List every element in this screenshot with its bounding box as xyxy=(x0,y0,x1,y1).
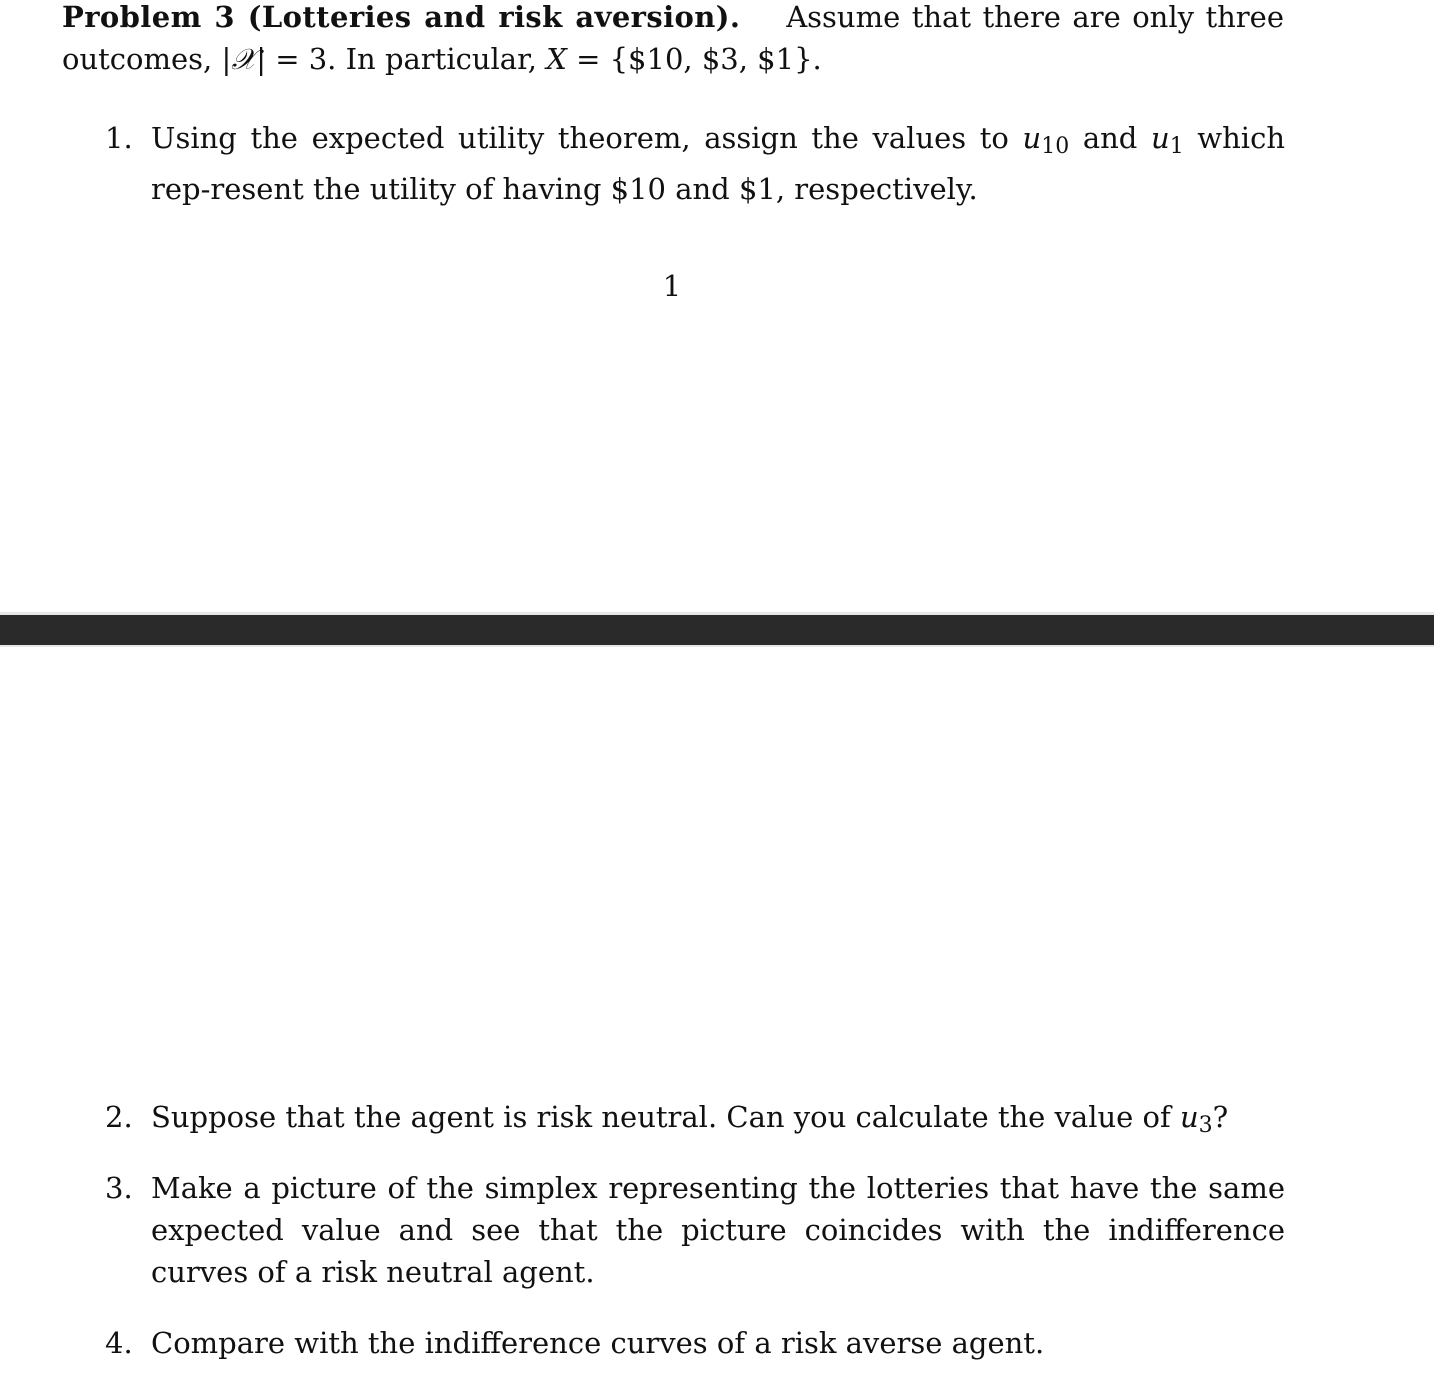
item1-text-a: Using the expected utility theorem, assign the values to xyxy=(151,121,1023,155)
item1-text-c: which rep-resent the utility of having $10 and $1, respectively. xyxy=(151,121,1286,206)
item-text xyxy=(151,117,1285,210)
item-number: 3. xyxy=(105,1171,133,1205)
intro-text-c: = {$10, $3, $1}. xyxy=(566,42,822,76)
page-2 xyxy=(0,647,1434,1386)
page-divider xyxy=(0,612,1434,647)
item-number: 1. xyxy=(105,121,133,155)
intro-text-a: outcomes, | xyxy=(62,42,232,76)
script-x-symbol: 𝒳 xyxy=(231,42,257,76)
item-number: 4. xyxy=(105,1326,133,1360)
list-item-3 xyxy=(105,1167,1285,1293)
var-u3: u xyxy=(1179,1100,1199,1134)
item-text xyxy=(151,1096,1285,1147)
sub-1: 1 xyxy=(1169,134,1184,159)
var-u10: u xyxy=(1022,121,1042,155)
page-1 xyxy=(0,0,1434,612)
problem-heading: Problem 3 (Lotteries and risk aversion). xyxy=(62,0,741,34)
problem-intro-line1: Assume that there are only three xyxy=(786,0,1284,34)
intro-text-b: | = 3. In particular, xyxy=(256,42,547,76)
list-item-2 xyxy=(105,1096,1285,1147)
problem-line-1 xyxy=(62,0,1284,38)
item-number: 2. xyxy=(105,1100,133,1134)
list-item-1 xyxy=(105,117,1285,210)
list-item-4 xyxy=(105,1322,1285,1364)
sub-3: 3 xyxy=(1198,1113,1213,1138)
var-u1: u xyxy=(1151,121,1170,155)
problem-line-2 xyxy=(62,38,1284,80)
problem-statement xyxy=(62,0,1284,80)
item-text: Make a picture of the simplex representing the lotteries that have the same expected value and see that the picture coincides with the indifference curves of a risk neutral agent. xyxy=(151,1171,1285,1289)
var-x: X xyxy=(546,42,567,76)
item2-text-b: ? xyxy=(1212,1100,1229,1134)
item1-text-b: and xyxy=(1069,121,1151,155)
page-number: 1 xyxy=(662,269,682,303)
sub-10: 10 xyxy=(1041,134,1070,159)
item2-text-a: Suppose that the agent is risk neutral. Can you calculate the value of xyxy=(151,1100,1180,1134)
item-text: Compare with the indifference curves of a risk averse agent. xyxy=(151,1326,1045,1360)
